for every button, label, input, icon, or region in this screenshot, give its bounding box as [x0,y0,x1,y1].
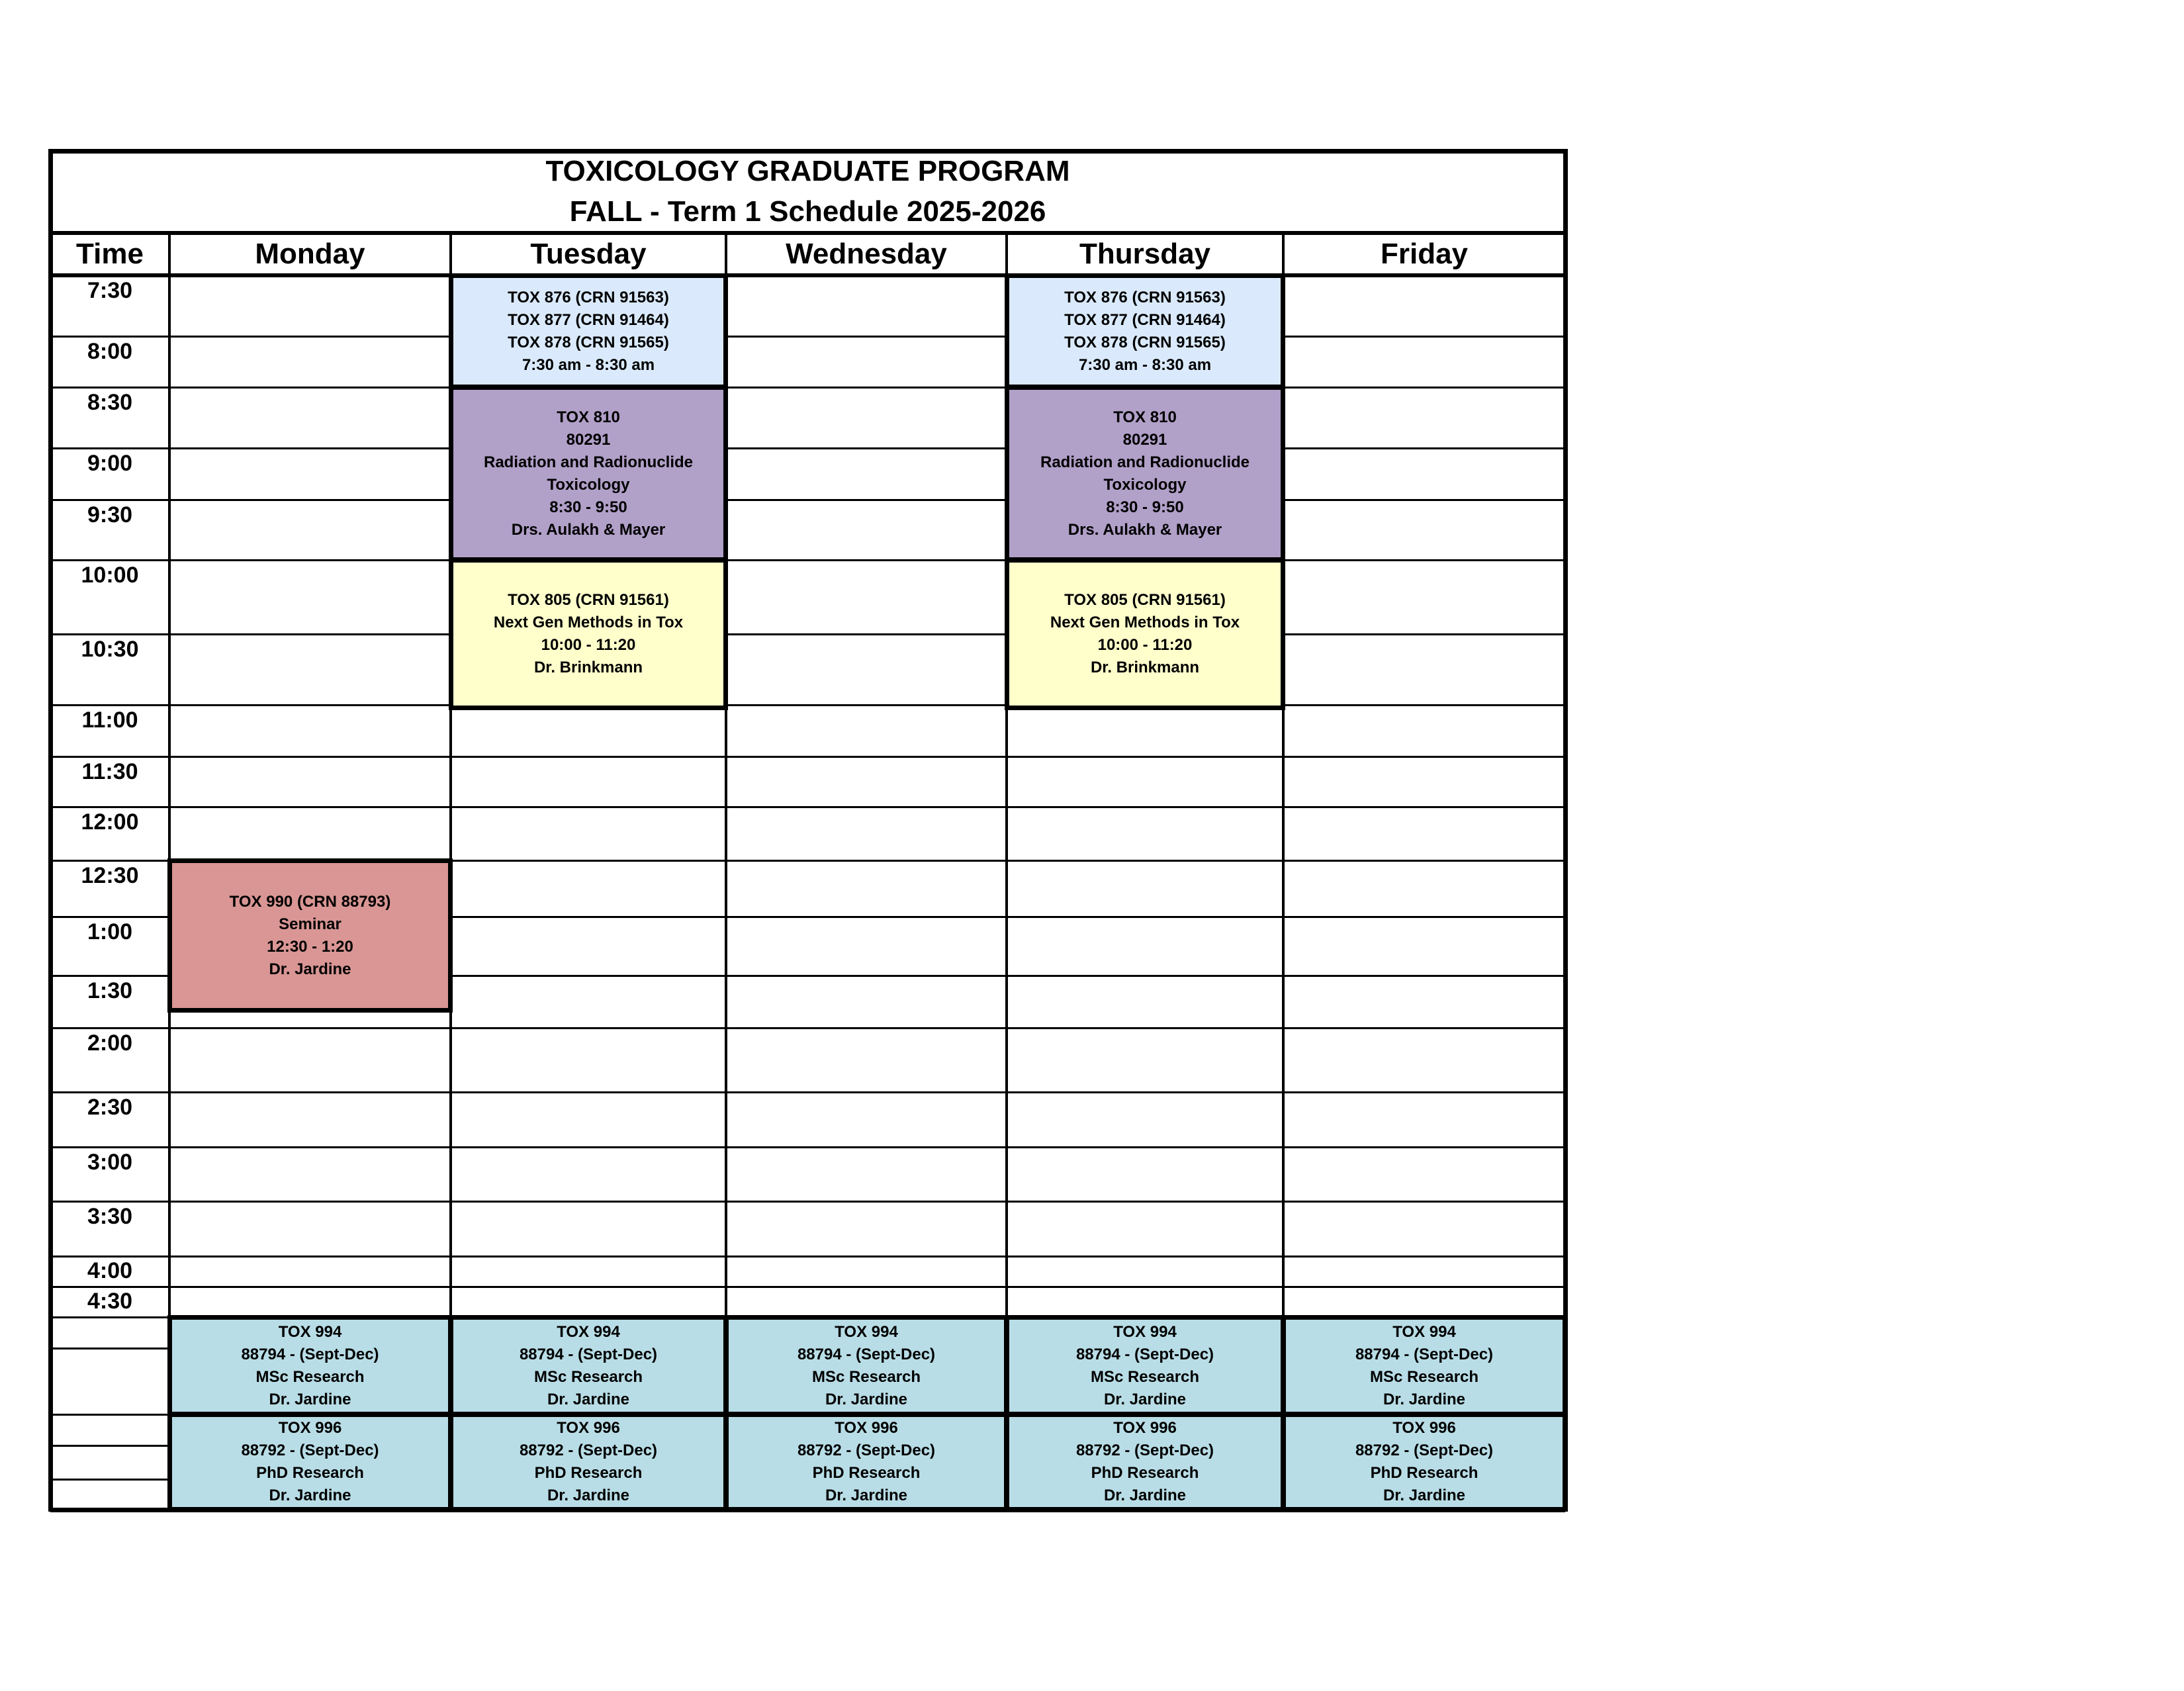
course-line: MSc Research [1090,1367,1200,1386]
time-label: 3:30 [87,1204,133,1229]
row-line [50,1027,1565,1029]
time-label: 11:30 [81,759,138,784]
course-line: PhD Research [812,1464,921,1482]
time-label: 2:00 [87,1030,133,1056]
time-label: 4:00 [87,1258,133,1283]
course-line: PhD Research [1091,1464,1199,1482]
row-line [50,806,1565,808]
course-line: Dr. Jardine [825,1486,908,1504]
row-line [50,704,1565,706]
course-line: Dr. Jardine [1103,1486,1187,1504]
course-line: 10:00 - 11:20 [541,636,636,654]
row-line [50,1414,169,1416]
row-line [50,387,1565,388]
course-line: MSc Research [811,1367,921,1386]
course-line: Dr. Jardine [825,1390,908,1408]
schedule-title: TOXICOLOGY GRADUATE PROGRAM [545,155,1070,187]
tox876-thu-block[interactable] [1005,273,1285,389]
course-line: TOX 805 (CRN 91561) [508,591,669,609]
schedule-subtitle: FALL - Term 1 Schedule 2025-2026 [569,195,1046,228]
tox994-wed-block[interactable] [724,1315,1009,1416]
course-line: 88792 - (Sept-Dec) [241,1441,379,1459]
course-line: TOX 994 [1113,1322,1177,1341]
row-line [50,447,1565,449]
course-line: PhD Research [534,1464,643,1482]
row-line [50,1201,1565,1203]
time-label: 9:00 [87,451,133,476]
column-header-thursday: Thursday [1079,238,1211,270]
course-line: MSc Research [533,1367,643,1386]
course-line: TOX 996 [1113,1419,1177,1437]
course-line: Dr. Jardine [1383,1486,1466,1504]
course-line: 80291 [566,430,611,449]
course-line: Toxicology [547,475,630,494]
course-line: TOX 996 [1392,1419,1456,1437]
column-header-monday: Monday [255,238,365,270]
tox805-thu-block[interactable] [1005,558,1285,710]
course-line: TOX 810 [1113,408,1177,426]
tox996-tue-block[interactable] [449,1412,728,1512]
course-line: TOX 994 [1392,1322,1456,1341]
row-line [50,1445,169,1447]
course-line: TOX 994 [278,1322,342,1341]
column-header-tuesday: Tuesday [530,238,647,270]
course-line: TOX 876 (CRN 91563) [508,288,669,306]
column-header-wednesday: Wednesday [786,238,947,270]
row-line [50,336,1565,338]
time-label: 8:30 [87,390,133,415]
time-label: 1:00 [87,919,133,944]
course-line: MSc Research [1369,1367,1479,1386]
course-line: 88792 - (Sept-Dec) [519,1441,658,1459]
course-line: Drs. Aulakh & Mayer [511,520,666,539]
time-label: 10:30 [81,637,139,662]
course-line: Next Gen Methods in Tox [1050,614,1240,631]
course-line: 88794 - (Sept-Dec) [1355,1345,1494,1363]
course-line: PhD Research [1370,1464,1479,1482]
course-line: Radiation and Radionuclide [1040,453,1250,471]
course-line: Dr. Brinkmann [533,659,643,676]
tox996-thu-block[interactable] [1005,1412,1285,1512]
column-header-time: Time [76,238,144,270]
course-line: 8:30 - 9:50 [1106,498,1184,516]
course-line: Dr. Jardine [1383,1390,1466,1408]
course-line: TOX 810 [557,408,620,426]
course-line: TOX 994 [557,1322,620,1341]
row-line [50,559,1565,561]
course-line: Dr. Brinkmann [1090,659,1200,676]
course-line: TOX 996 [557,1419,620,1437]
course-line: TOX 996 [835,1419,898,1437]
course-line: 8:30 - 9:50 [549,498,627,516]
time-label: 1:30 [87,978,133,1003]
course-line: Dr. Jardine [1103,1390,1187,1408]
row-line [50,1479,169,1481]
course-line: Dr. Jardine [269,1390,351,1408]
course-line: 88794 - (Sept-Dec) [797,1345,936,1363]
course-line: TOX 805 (CRN 91561) [1064,591,1226,609]
course-line: Seminar [279,915,341,933]
row-line [50,1091,1565,1093]
row-line [50,1348,169,1349]
course-line: Drs. Aulakh & Mayer [1068,520,1222,539]
time-label: 3:00 [87,1150,133,1175]
tox994-mon-block[interactable] [167,1315,453,1416]
course-line: 88794 - (Sept-Dec) [519,1345,658,1363]
course-line: TOX 877 (CRN 91464) [1064,310,1226,329]
row-line [50,756,1565,758]
course-line: Dr. Jardine [269,1486,351,1504]
tox994-tue-block[interactable] [449,1315,728,1416]
row-line [50,633,1565,635]
course-line: Next Gen Methods in Tox [493,614,684,631]
time-label: 11:00 [81,708,138,733]
tox810-tue-block[interactable] [449,385,728,562]
course-line: 7:30 am - 8:30 am [522,355,655,374]
tox810-thu-block[interactable] [1005,385,1285,562]
tox996-fri-block[interactable] [1281,1412,1567,1512]
row-line [50,499,1565,501]
tox996-mon-block[interactable] [167,1412,453,1512]
time-label: 9:30 [87,502,133,527]
course-line: Dr. Jardine [547,1390,630,1408]
course-line: 88794 - (Sept-Dec) [241,1345,379,1363]
row-line [50,1146,1565,1148]
course-line: Dr. Jardine [269,960,351,978]
course-line: TOX 996 [278,1419,342,1437]
column-header-friday: Friday [1380,238,1469,270]
course-line: 88792 - (Sept-Dec) [1355,1441,1494,1459]
course-line: Toxicology [1103,475,1187,494]
course-line: 88792 - (Sept-Dec) [797,1441,936,1459]
tox994-fri-block[interactable] [1281,1315,1567,1416]
course-line: 88792 - (Sept-Dec) [1075,1441,1214,1459]
course-line: TOX 994 [835,1322,898,1341]
course-line: TOX 878 (CRN 91565) [1064,333,1226,351]
course-line: TOX 878 (CRN 91565) [508,333,669,351]
time-label: 7:30 [87,278,133,303]
course-line: 10:00 - 11:20 [1097,636,1193,654]
course-line: TOX 876 (CRN 91563) [1064,288,1226,306]
time-label: 8:00 [87,339,133,364]
course-line: 80291 [1122,430,1167,449]
course-line: TOX 990 (CRN 88793) [229,892,391,911]
row-line [50,1256,1565,1257]
outer-border-right [1563,149,1568,1512]
course-line: PhD Research [256,1464,364,1482]
course-line: 7:30 am - 8:30 am [1078,355,1212,374]
tox996-wed-block[interactable] [724,1412,1009,1512]
time-label: 4:30 [87,1289,133,1314]
course-line: TOX 877 (CRN 91464) [508,310,669,329]
time-label: 12:30 [81,863,139,888]
row-line [50,1286,1565,1288]
course-line: 88794 - (Sept-Dec) [1075,1345,1214,1363]
course-line: Dr. Jardine [547,1486,630,1504]
tox876-tue-block[interactable] [449,273,728,389]
time-label: 12:00 [81,809,139,835]
time-label: 2:30 [87,1095,133,1120]
course-line: 12:30 - 1:20 [267,937,353,956]
tox990-mon-block[interactable] [167,858,453,1013]
time-label: 10:00 [81,563,139,588]
course-line: Radiation and Radionuclide [483,453,694,471]
tox994-thu-block[interactable] [1005,1315,1285,1416]
outer-border-top [50,149,1565,154]
tox805-tue-block[interactable] [449,558,728,710]
course-line: MSc Research [255,1367,365,1386]
